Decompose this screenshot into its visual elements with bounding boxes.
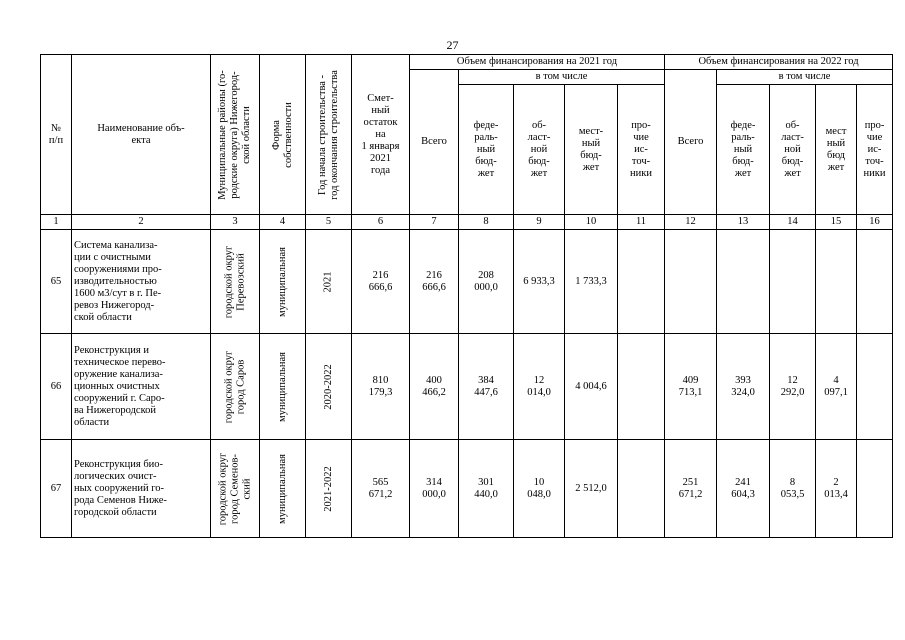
row-district: городской округ город Саров [211,334,260,440]
table-row [41,440,893,538]
header-fin-2021: Объем финансирования на 2021 год [410,55,665,70]
row-federal-2022 [717,230,770,334]
header-district: Муниципальные районы (го- родские округа) Нижегород- ской области [211,55,260,215]
row-num: 65 [41,230,72,334]
header-num: № п/п [41,55,72,215]
header-ownership: Форма собственности [260,55,306,215]
header-balance: Смет- ный остаток на 1 января 2021 года [352,55,410,215]
header-total-2022: Всего [665,70,717,215]
column-number: 2 [72,215,211,230]
row-federal-2021: 384 447,6 [459,334,514,440]
row-object-name: Система канализа- ции с очистными сооружениями про- изводительностью 1600 м3/сут в г. Пе- ревоз Нижегород- ской области [72,230,211,334]
row-years: 2020-2022 [306,334,352,440]
header-years: Год начала строительства - год окончания строительства [306,55,352,215]
row-regional-2021: 12 014,0 [514,334,565,440]
row-balance: 810 179,3 [352,334,410,440]
row-total-2022 [665,230,717,334]
header-regional-2021: об- ласт- ной бюд- жет [514,85,565,215]
header-incl-2022: в том числе [717,70,893,85]
table-row [41,334,893,440]
row-balance: 216 666,6 [352,230,410,334]
row-num: 66 [41,334,72,440]
row-other-2022 [857,440,893,538]
row-other-2021 [618,230,665,334]
row-balance: 565 671,2 [352,440,410,538]
header-name: Наименование объ- екта [72,55,211,215]
column-number: 13 [717,215,770,230]
row-total-2021: 216 666,6 [410,230,459,334]
row-local-2021: 2 512,0 [565,440,618,538]
row-years: 2021 [306,230,352,334]
row-total-2022: 251 671,2 [665,440,717,538]
row-district: городской округ Перевозский [211,230,260,334]
header-local-2022: мест ный бюд жет [816,85,857,215]
row-local-2021: 4 004,6 [565,334,618,440]
row-federal-2022: 393 324,0 [717,334,770,440]
column-number: 14 [770,215,816,230]
row-other-2021 [618,334,665,440]
row-ownership: муниципальная [260,334,306,440]
header-other-2021: про- чие ис- точ- ники [618,85,665,215]
column-number: 11 [618,215,665,230]
header-total-2021: Всего [410,70,459,215]
row-total-2022: 409 713,1 [665,334,717,440]
row-object-name: Реконструкция био- логических очист- ных сооружений го- рода Семенов Ниже- городской области [72,440,211,538]
row-federal-2021: 208 000,0 [459,230,514,334]
row-regional-2022: 8 053,5 [770,440,816,538]
row-num: 67 [41,440,72,538]
header-other-2022: про- чие ис- точ- ники [857,85,893,215]
row-regional-2021: 6 933,3 [514,230,565,334]
column-number: 16 [857,215,893,230]
header-federal-2022: феде- раль- ный бюд- жет [717,85,770,215]
row-district: городской округ город Семенов- ский [211,440,260,538]
row-total-2021: 314 000,0 [410,440,459,538]
column-numbers-row [41,215,893,230]
table-row [41,230,893,334]
column-number: 1 [41,215,72,230]
row-federal-2021: 301 440,0 [459,440,514,538]
row-local-2022: 2 013,4 [816,440,857,538]
row-other-2021 [618,440,665,538]
row-object-name: Реконструкция и техническое перево- оружение канализа- ционных очистных сооружений г. Саро- ва Нижегородской области [72,334,211,440]
row-years: 2021-2022 [306,440,352,538]
column-number: 15 [816,215,857,230]
column-number: 3 [211,215,260,230]
column-number: 4 [260,215,306,230]
row-ownership: муниципальная [260,440,306,538]
row-local-2022: 4 097,1 [816,334,857,440]
header-regional-2022: об- ласт- ной бюд- жет [770,85,816,215]
header-local-2021: мест- ный бюд- жет [565,85,618,215]
row-other-2022 [857,334,893,440]
column-number: 8 [459,215,514,230]
column-number: 5 [306,215,352,230]
header-federal-2021: феде- раль- ный бюд- жет [459,85,514,215]
row-local-2021: 1 733,3 [565,230,618,334]
row-other-2022 [857,230,893,334]
column-number: 7 [410,215,459,230]
header-fin-2022: Объем финансирования на 2022 год [665,55,893,70]
row-regional-2021: 10 048,0 [514,440,565,538]
row-total-2021: 400 466,2 [410,334,459,440]
column-number: 6 [352,215,410,230]
header-incl-2021: в том числе [459,70,665,85]
page-number: 27 [446,38,459,52]
row-federal-2022: 241 604,3 [717,440,770,538]
financing-table [40,54,893,538]
row-ownership: муниципальная [260,230,306,334]
row-regional-2022 [770,230,816,334]
column-number: 9 [514,215,565,230]
row-regional-2022: 12 292,0 [770,334,816,440]
column-number: 10 [565,215,618,230]
row-local-2022 [816,230,857,334]
column-number: 12 [665,215,717,230]
